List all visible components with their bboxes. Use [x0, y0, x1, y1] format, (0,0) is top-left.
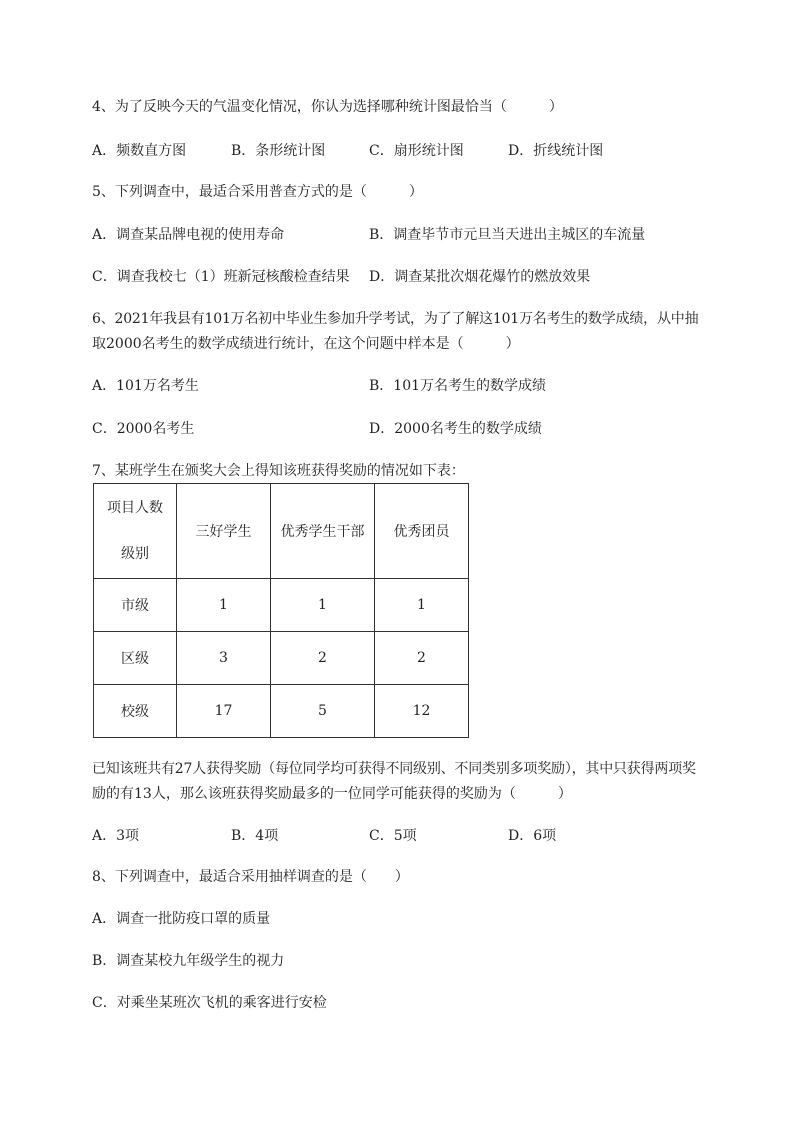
table-cell: 2 — [375, 632, 469, 685]
column-header: 优秀学生干部 — [271, 484, 375, 579]
table-cell: 17 — [177, 685, 271, 738]
question-7-stem: 7、某班学生在颁奖大会上得知该班获得奖励的情况如下表： — [92, 463, 465, 479]
table-cell: 5 — [271, 685, 375, 738]
q7-option-c: C．5项 — [369, 828, 417, 844]
q6-option-a: A．101万名考生 — [92, 378, 199, 394]
q6-option-c: C．2000名考生 — [92, 421, 195, 437]
q7-option-b: B．4项 — [231, 828, 279, 844]
q5-option-b: B．调查毕节市元旦当天进出主城区的车流量 — [369, 227, 646, 243]
q4-option-a: A．频数直方图 — [92, 143, 187, 159]
question-6-stem-line-1: 6、2021年我县有101万名初中毕业生参加升学考试，为了了解这101万名考生的数学成绩，从中抽 — [92, 311, 699, 327]
q7-option-a: A．3项 — [92, 828, 140, 844]
table-cell: 12 — [375, 685, 469, 738]
table-row — [94, 685, 469, 738]
q8-option-a: A．调查一批防疫口罩的质量 — [92, 911, 271, 927]
table-cell: 1 — [177, 579, 271, 632]
awards-table — [93, 483, 469, 738]
table-row — [94, 632, 469, 685]
q5-option-a: A．调查某品牌电视的使用寿命 — [92, 227, 285, 243]
column-header: 优秀团员 — [375, 484, 469, 579]
question-6-stem-line-2: 取2000名考生的数学成绩进行统计，在这个问题中样本是（ ） — [92, 336, 520, 352]
q4-option-c: C．扇形统计图 — [369, 143, 464, 159]
row-label: 市级 — [94, 579, 177, 632]
q7-option-d: D．6项 — [508, 828, 557, 844]
q4-option-b: B．条形统计图 — [231, 143, 326, 159]
column-header: 三好学生 — [177, 484, 271, 579]
q8-option-b: B．调查某校九年级学生的视力 — [92, 953, 285, 969]
table-corner-cell — [94, 484, 177, 579]
table-cell: 1 — [271, 579, 375, 632]
table-header-row — [94, 484, 469, 579]
row-label: 区级 — [94, 632, 177, 685]
question-7-text-line-1: 已知该班共有27人获得奖励（每位同学均可获得不同级别、不同类别多项奖励），其中只获得两项奖 — [92, 761, 696, 777]
question-5-stem: 5、下列调查中，最适合采用普查方式的是（ ） — [92, 184, 423, 200]
corner-top-label: 项目人数 — [107, 500, 163, 516]
corner-bottom-label: 级别 — [121, 546, 149, 562]
q5-option-c: C．调查我校七（1）班新冠核酸检查结果 — [92, 269, 350, 285]
table-cell: 3 — [177, 632, 271, 685]
question-4-stem: 4、为了反映今天的气温变化情况，你认为选择哪种统计图最恰当（ ） — [92, 99, 563, 115]
question-7-text-line-2: 励的有13人，那么该班获得奖励最多的一位同学可能获得的奖励为（ ） — [92, 786, 572, 802]
row-label: 校级 — [94, 685, 177, 738]
q5-option-d: D．调查某批次烟花爆竹的燃放效果 — [369, 269, 591, 285]
table-cell: 1 — [375, 579, 469, 632]
table-cell: 2 — [271, 632, 375, 685]
question-8-stem: 8、下列调查中，最适合采用抽样调查的是（ ） — [92, 869, 409, 885]
q4-option-d: D．折线统计图 — [508, 143, 604, 159]
q6-option-d: D．2000名考生的数学成绩 — [369, 421, 542, 437]
q8-option-c: C．对乘坐某班次飞机的乘客进行安检 — [92, 995, 327, 1011]
q6-option-b: B．101万名考生的数学成绩 — [369, 378, 547, 394]
table-row — [94, 579, 469, 632]
